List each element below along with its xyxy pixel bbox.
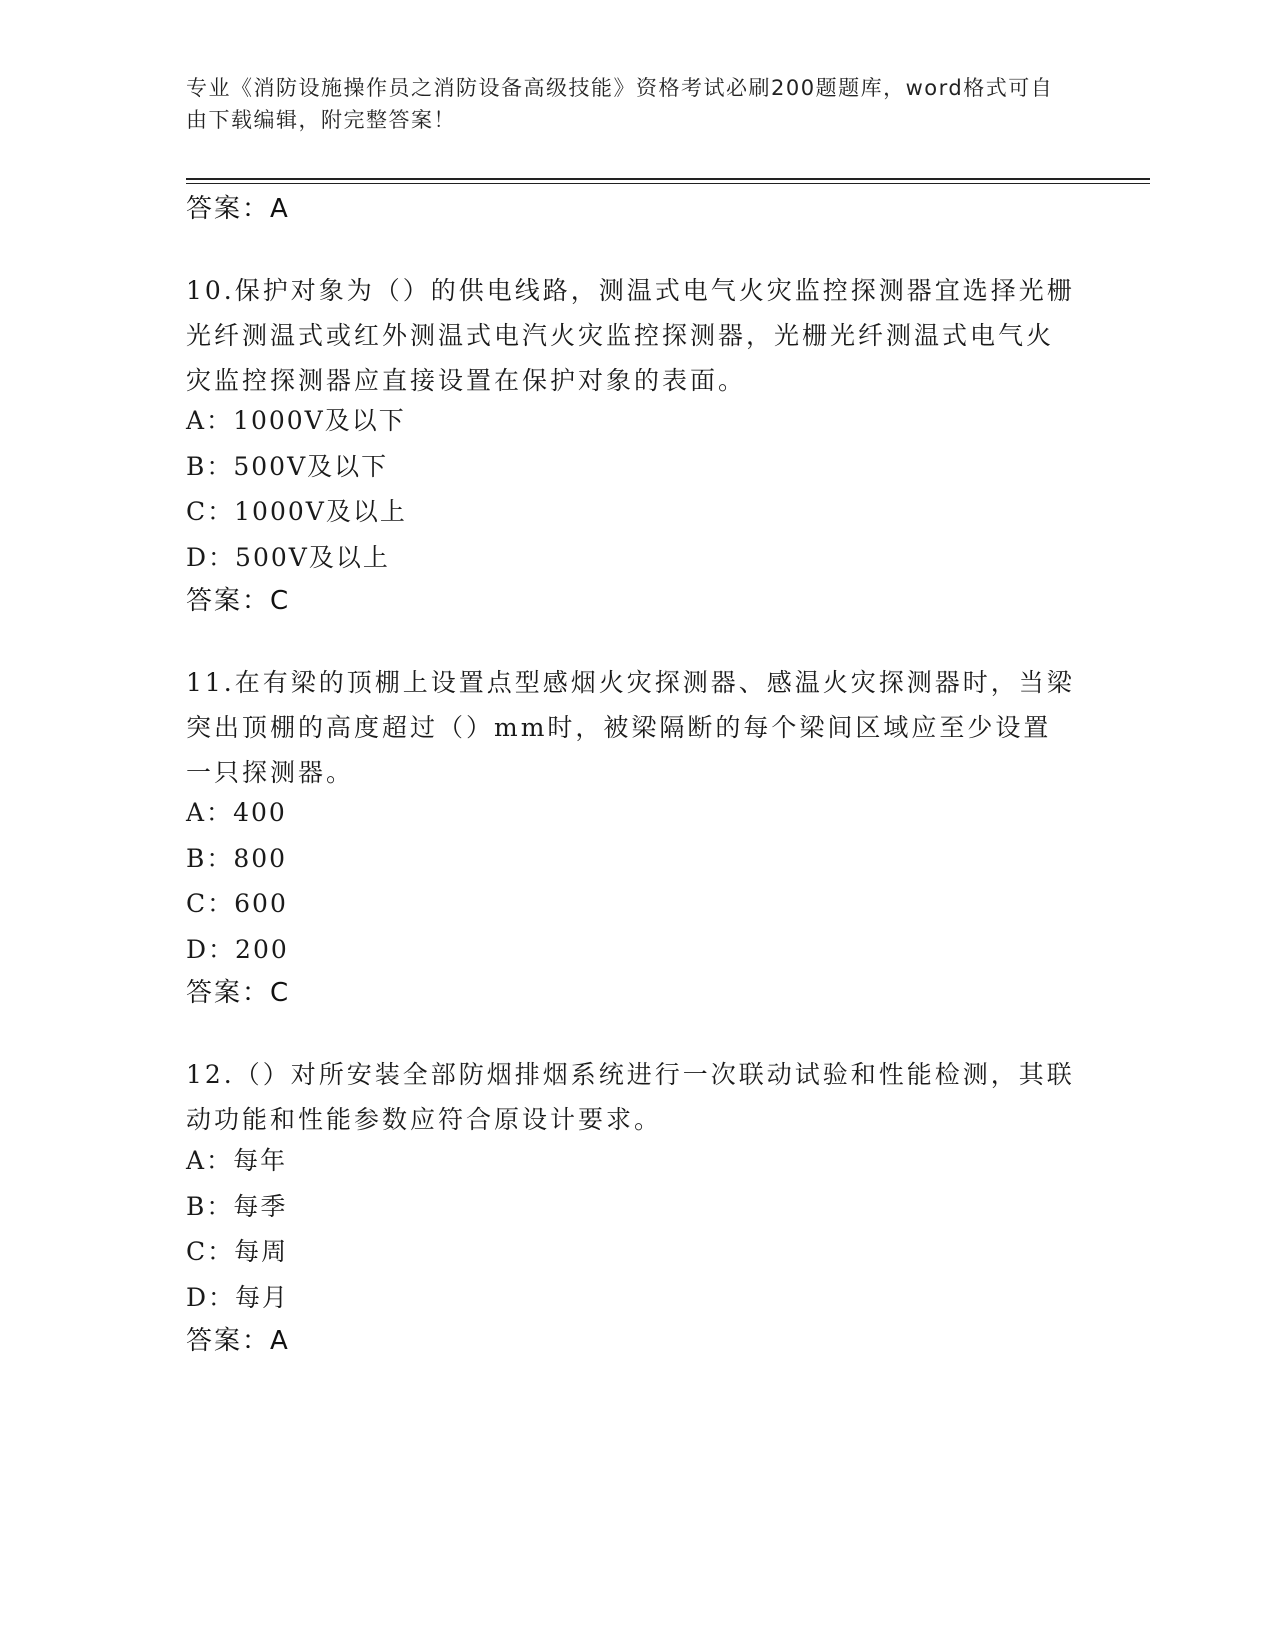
header-divider-thick — [186, 178, 1150, 180]
option-a: A：1000V及以下 — [186, 406, 406, 435]
option-b: B：每季 — [186, 1191, 288, 1221]
previous-answer: 答案：A — [186, 194, 290, 224]
question-10-stem: 10.保护对象为（）的供电线路，测温式电气火灾监控探测器宜选择光栅光纤测温式或红外测温式电汽火灾监控探测器，光栅光纤测温式电气火灾监控探测器应直接设置在保护对象的表面。 — [186, 276, 1075, 395]
option-d: D：500V及以上 — [186, 542, 390, 572]
question-12-stem: 12.（）对所安装全部防烟排烟系统进行一次联动试验和性能检测，其联动功能和性能参数应符合原设计要求。 — [186, 1060, 1075, 1134]
question-11-options — [186, 790, 289, 972]
option-c: C：每周 — [186, 1237, 289, 1266]
question-10-answer: 答案：C — [186, 586, 291, 616]
option-d: D：每月 — [186, 1282, 290, 1312]
option-b: B：800 — [186, 843, 288, 873]
question-12-answer: 答案：A — [186, 1326, 290, 1356]
question-11-stem: 11.在有梁的顶棚上设置点型感烟火灾探测器、感温火灾探测器时，当梁突出顶棚的高度超过（）mm时，被梁隔断的每个梁间区域应至少设置一只探测器。 — [186, 668, 1075, 787]
option-a: A：400 — [186, 798, 287, 827]
option-c: C：600 — [186, 889, 288, 918]
option-a: A：每年 — [186, 1146, 288, 1175]
option-d: D：200 — [186, 934, 289, 964]
question-10-options — [186, 398, 407, 580]
header-divider-thin — [186, 183, 1150, 184]
option-b: B：500V及以下 — [186, 451, 389, 481]
page-header: 专业《消防设施操作员之消防设备高级技能》资格考试必刷200题题库，word格式可自由下载编辑，附完整答案！ — [186, 76, 1054, 132]
option-c: C：1000V及以上 — [186, 497, 407, 526]
question-11-answer: 答案：C — [186, 978, 291, 1008]
question-12-options — [186, 1138, 289, 1320]
